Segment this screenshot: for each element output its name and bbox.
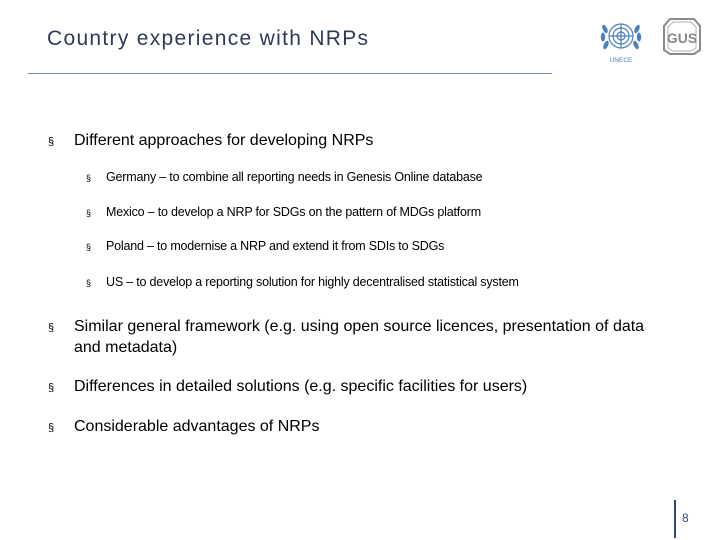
bullet-text: Different approaches for developing NRPs (74, 132, 374, 149)
bullet-text: Considerable advantages of NRPs (74, 418, 320, 435)
bullet-marker: § (48, 422, 55, 434)
bullet-text: Similar general framework (e.g. using open source licences, presentation of data and metadata) (74, 318, 645, 356)
sub-bullet-text: Germany – to combine all reporting needs in Genesis Online database (106, 170, 483, 184)
title-divider (28, 73, 552, 74)
un-logo-caption: UNECE (609, 57, 633, 64)
page-number-divider (674, 500, 676, 538)
un-emblem-logo (598, 15, 644, 67)
sub-bullet-marker: § (86, 208, 92, 218)
sub-bullet-marker: § (86, 242, 92, 252)
sub-bullet-text: Poland – to modernise a NRP and extend it from SDIs to SDGs (106, 239, 445, 253)
sub-bullet-text: US – to develop a reporting solution for highly decentralised statistical system (106, 275, 519, 289)
gus-logo (660, 16, 704, 56)
bullet-marker: § (48, 136, 55, 148)
bullet-marker: § (48, 382, 55, 394)
sub-bullet-marker: § (86, 278, 92, 288)
page-number: 8 (682, 511, 689, 525)
slide-title: Country experience with NRPs (47, 27, 370, 50)
sub-bullet-marker: § (86, 173, 92, 183)
bullet-text: Differences in detailed solutions (e.g. specific facilities for users) (74, 378, 528, 395)
sub-bullet-text: Mexico – to develop a NRP for SDGs on the pattern of MDGs platform (106, 205, 481, 219)
gus-logo-text: GUS (666, 30, 698, 46)
bullet-marker: § (48, 322, 55, 334)
